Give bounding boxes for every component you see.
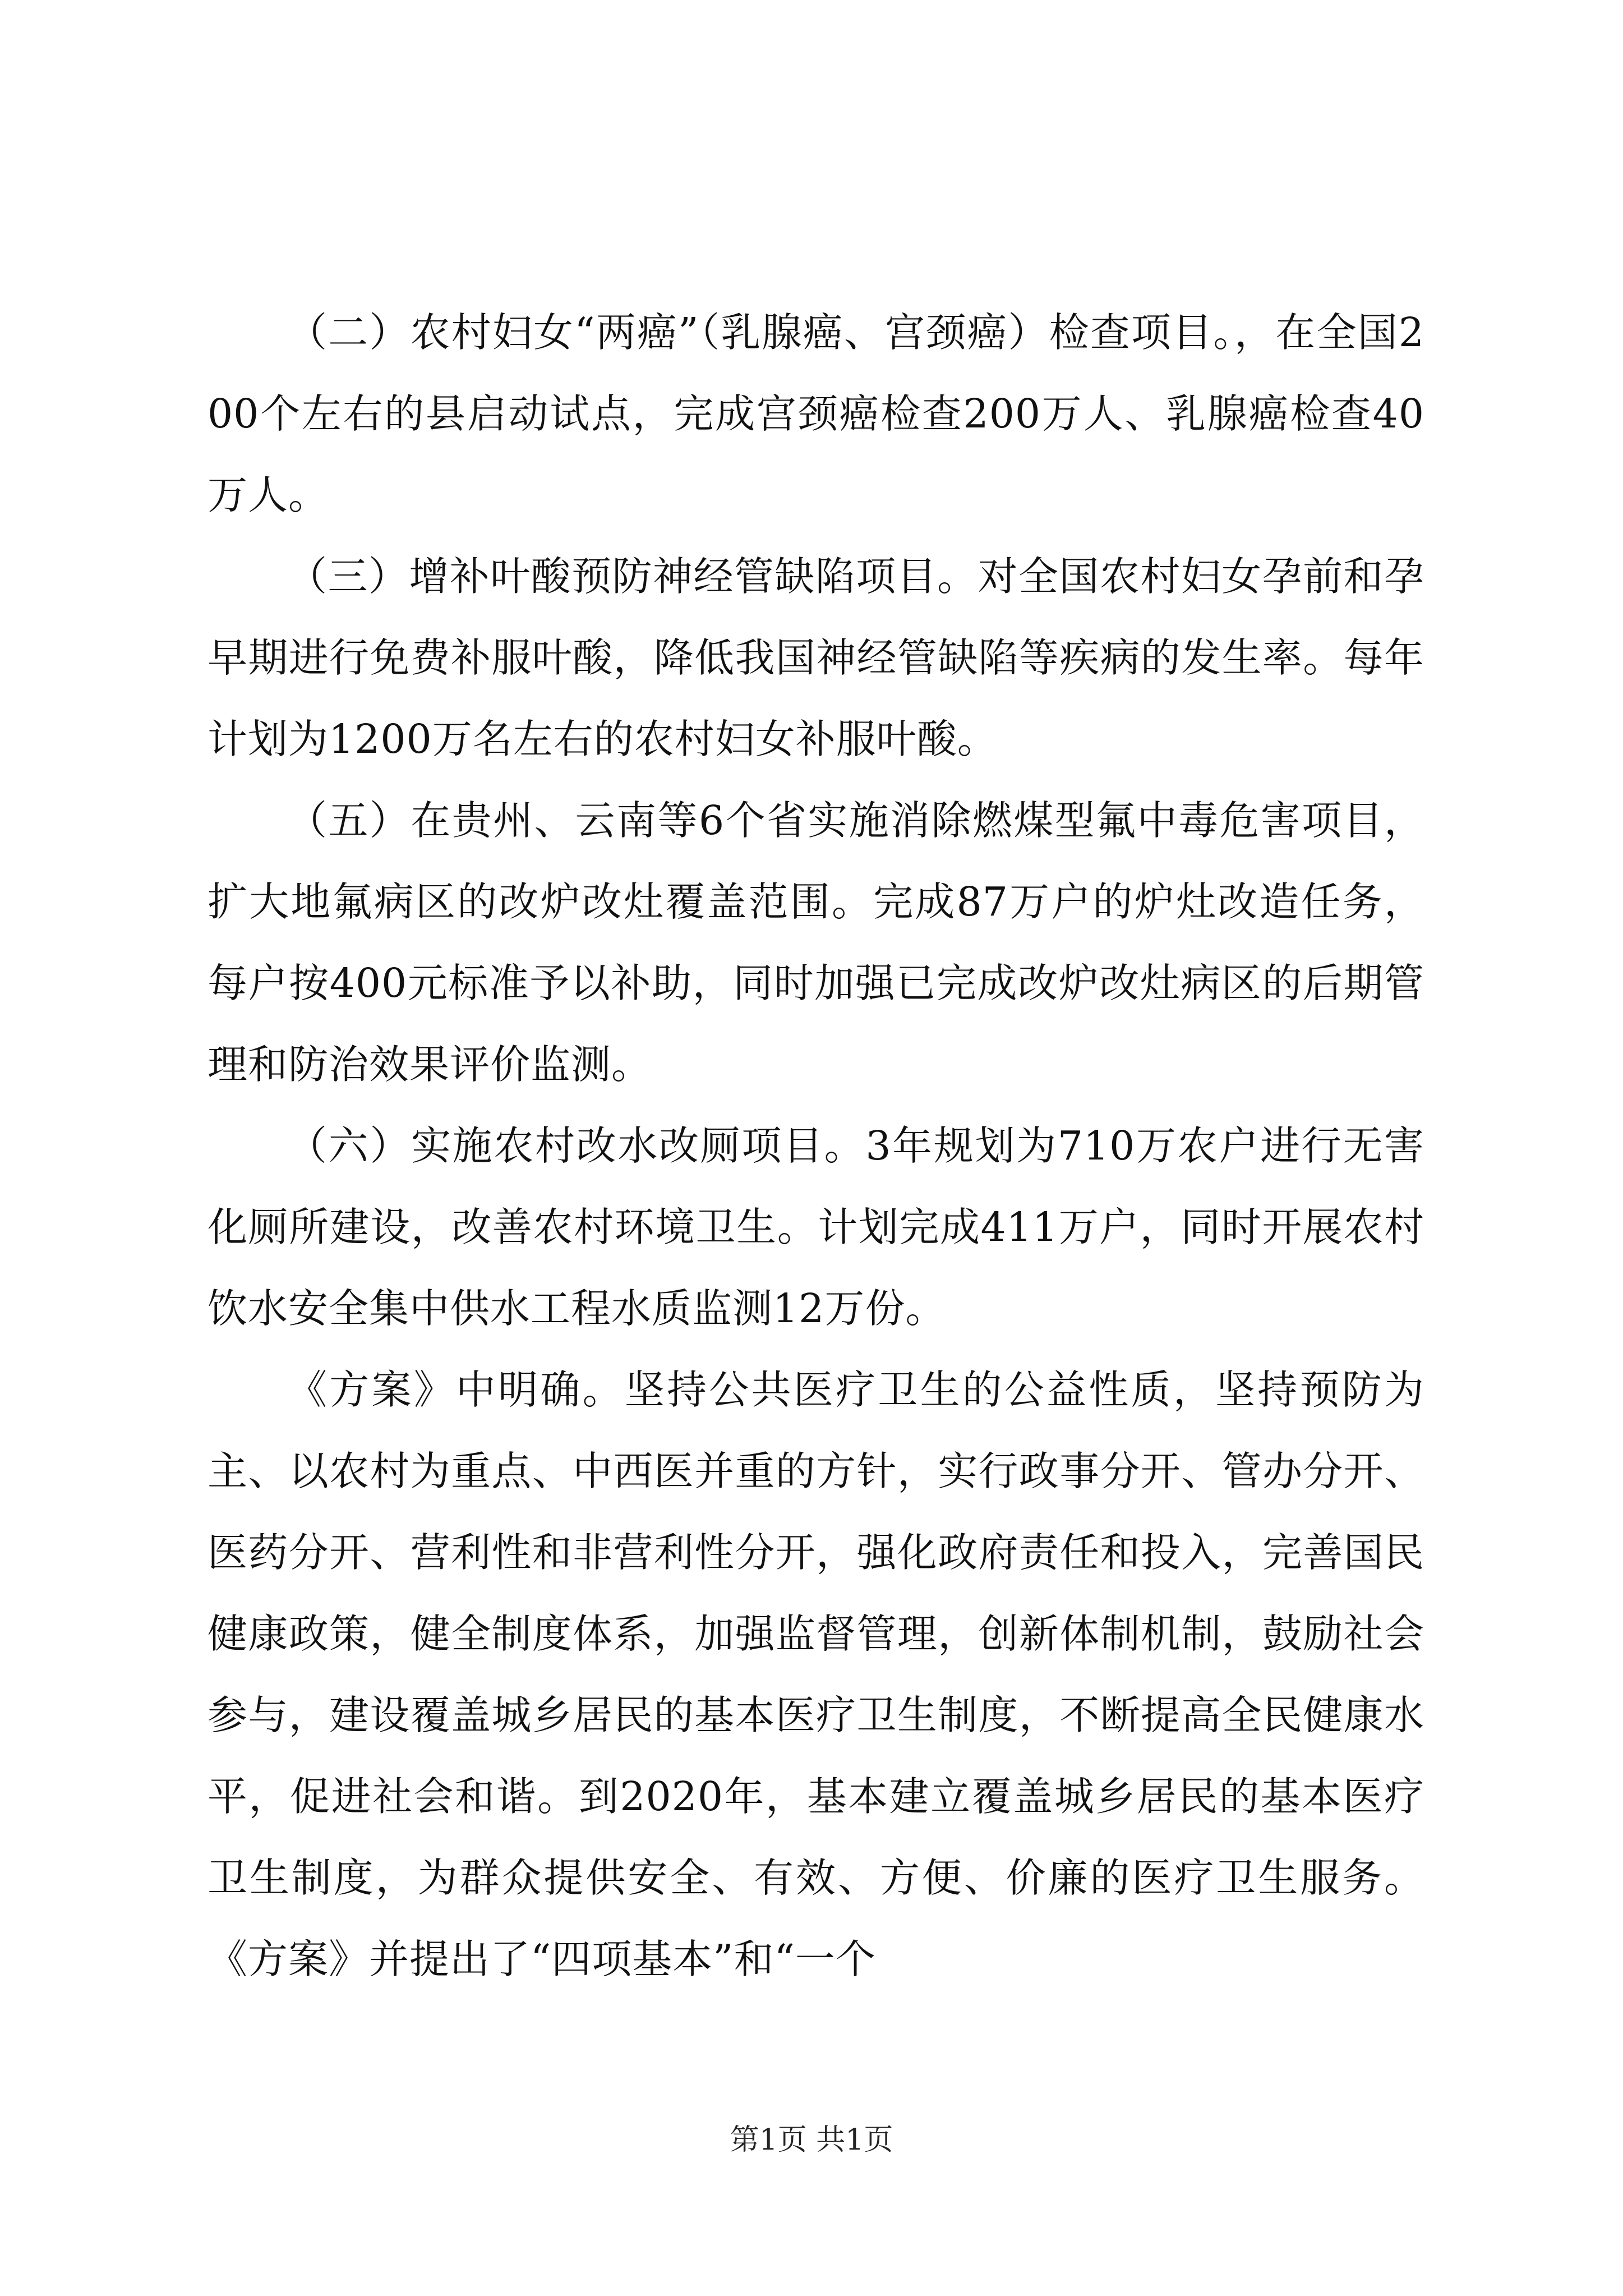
paragraph-folic-acid: （三）增补叶酸预防神经管缺陷项目。对全国农村妇女孕前和孕早期进行免费补服叶酸，降低我国神经管缺陷等疾病的发生率。每年计划为1200万名左右的农村妇女补服叶酸。 (208, 553, 1424, 762)
paragraph-two-cancers-screening: （二）农村妇女“两癌”（乳腺癌、宫颈癌）检查项目。，在全国200个左右的县启动试点，完成宫颈癌检查200万人、乳腺癌检查40万人。 (208, 309, 1424, 518)
paragraph-fluorosis: （五）在贵州、云南等6个省实施消除燃煤型氟中毒危害项目，扩大地氟病区的改炉改灶覆盖范围。完成87万户的炉灶改造任务，每户按400元标准予以补助，同时加强已完成改炉改灶病区的后期管理和防治效果评价监测。 (208, 797, 1424, 1088)
document-body (208, 292, 1424, 2000)
paragraph-water-toilet: （六）实施农村改水改厕项目。3年规划为710万农户进行无害化厕所建设，改善农村环境卫生。计划完成411万户，同时开展农村饮水安全集中供水工程水质监测12万份。 (208, 1122, 1424, 1332)
page-footer: 第1页 共1页 (730, 2123, 893, 2157)
paragraph-plan-summary: 《方案》中明确。坚持公共医疗卫生的公益性质，坚持预防为主、以农村为重点、中西医并重的方针，实行政事分开、管办分开、医药分开、营利性和非营利性分开，强化政府责任和投入，完善国民健康政策，健全制度体系，加强监督管理，创新体制机制，鼓励社会参与，建设覆盖城乡居民的基本医疗卫生制度，不断提高全民健康水平，促进社会和谐。到2020年，基本建立覆盖城乡居民的基本医疗卫生制度，为群众提供安全、有效、方便、价廉的医疗卫生服务。《方案》并提出了“四项基本”和“一个 (208, 1366, 1424, 1982)
